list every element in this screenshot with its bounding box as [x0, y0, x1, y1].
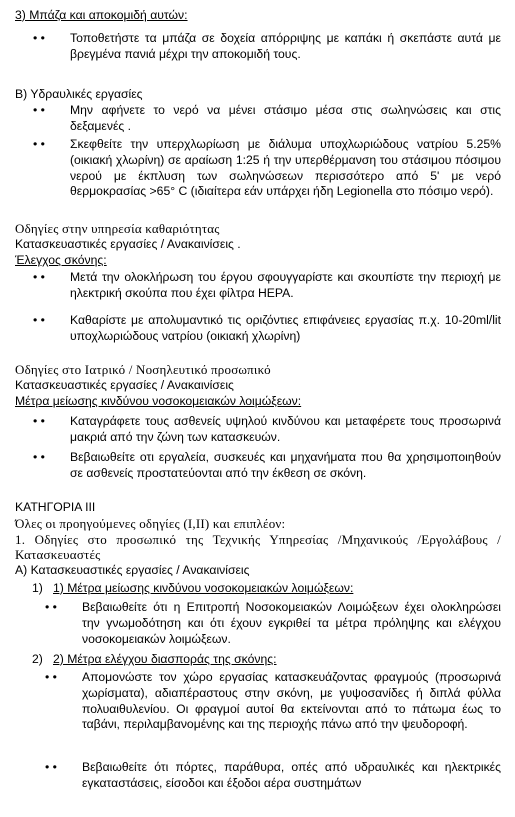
- list-item-text: Μετά την ολοκλήρωση του έργου σφουγγαρίστε και σκουπίστε την περιοχή με ηλεκτρική σκούπα που έχει φίλτρα HEPA.: [70, 270, 501, 300]
- medical-section: [15, 362, 501, 409]
- section-heading: 3) Μπάζα και αποκομιδή αυτών:: [15, 8, 188, 22]
- section-heading: Οδηγίες στην υπηρεσία καθαριότητας: [15, 221, 220, 236]
- subsection-heading: Έλεγχος σκόνης:: [15, 252, 107, 267]
- list-item: [15, 270, 501, 302]
- section-subheading: Α) Κατασκευαστικές εργασίες / Ανακαινίσεις: [15, 563, 250, 578]
- numbered-item-heading: 2) Μέτρα ελέγχου διασποράς της σκόνης:: [53, 652, 277, 666]
- bullet-icon: • •: [33, 414, 45, 428]
- section-3: [15, 8, 501, 24]
- category-3-section: [15, 500, 501, 579]
- list-item-text: Βεβαιωθείτε ότι πόρτες, παράθυρα, οπές από υδραυλικές και ηλεκτρικές εγκαταστάσεις, είσοδοι και έξοδοι αέρα συστημάτων: [82, 760, 501, 790]
- category-title: ΚΑΤΗΓΟΡΙΑ III: [15, 500, 96, 514]
- list-item-text: Σκεφθείτε την υπερχλωρίωση με διάλυμα υποχλωριώδους νατρίου 5.25% (οικιακή χλωρίνη) σε αραίωση 1:25 ή την υπερθέρμανση του στάσιμου πόσιμου νερού με έκπλυση των σωληνώσεων περισσότερο από 5' με νερό θερμοκρασίας >65° C (ιδιαίτερα εάν υπάρχει ήδη Legionella στο πόσιμο νερό).: [70, 137, 501, 199]
- list-item-text: Απομονώστε τον χώρο εργασίας κατασκευάζοντας φραγμούς (προσωρινά χωρίσματα), αδιαπέραστους στην σκόνη, με γυψοσανίδες ή διπλά φύλλα πολυαιθυλενίου. Οι φραγμοί αυτοί θα εκτείνονται από το πάτωμα έως το ταβάνι, περιλαμβανομένης και της περιοχής πάνω από την ψευδοροφή.: [82, 670, 501, 732]
- item-number: 1): [32, 581, 43, 595]
- list-item-text: Βεβαιωθείτε ότι η Επιτροπή Νοσοκομειακών Λοιμώξεων έχει ολοκληρώσει την γνωμοδότηση και ότι έχουν εγκριθεί τα μέτρα πρόληψης και ελέγχου νοσοκομειακών λοιμώξεων.: [82, 600, 501, 646]
- list-item: [15, 670, 501, 733]
- numbered-item: [15, 652, 501, 668]
- list-item: [15, 450, 501, 482]
- list-item-text: Καθαρίστε με απολυμαντικό τις οριζόντιες επιφάνειες εργασίας π.χ. 10-20ml/lit υποχλωριώδους νατρίου (οικιακή χλωρίνη): [70, 313, 501, 343]
- bullet-icon: • •: [33, 313, 45, 327]
- bullet-icon: • •: [33, 103, 45, 117]
- list-item-text: Τοποθετήστε τα μπάζα σε δοχεία απόρριψης με καπάκι ή σκεπάστε αυτά με βρεγμένα πανιά μέχρι την αποκομιδή τους.: [70, 31, 501, 61]
- list-item: [15, 31, 501, 63]
- bullet-icon: • •: [45, 670, 57, 684]
- numbered-item-heading: 1) Μέτρα μείωσης κινδύνου νοσοκομειακών λοιμώξεων:: [53, 581, 354, 595]
- section-heading: Οδηγίες στο Ιατρικό / Νοσηλευτικό προσωπικό: [15, 362, 271, 377]
- list-item-text: Καταγράφετε τους ασθενείς υψηλού κινδύνου και μεταφέρετε τους προσωρινά μακριά από την ζώνη των κατασκευών.: [70, 414, 501, 444]
- bullet-icon: • •: [33, 137, 45, 151]
- list-item: [15, 414, 501, 446]
- numbered-item: [15, 581, 501, 597]
- list-item: [15, 600, 501, 647]
- list-item-text: Μην αφήνετε το νερό να μένει στάσιμο μέσα στις σωληνώσεις και στις δεξαμενές .: [70, 103, 501, 133]
- section-subheading: Κατασκευαστικές εργασίες / Ανακαινίσεις .: [15, 236, 241, 251]
- bullet-icon: • •: [33, 450, 45, 464]
- item-number: 2): [32, 652, 43, 666]
- bullet-icon: • •: [33, 270, 45, 284]
- section-subheading: Κατασκευαστικές εργασίες / Ανακαινίσεις: [15, 377, 234, 392]
- list-item: [15, 103, 501, 135]
- list-item-text: Βεβαιωθείτε οτι εργαλεία, συσκευές και μηχανήματα που θα χρησιμοποιηθούν σε ασθενείς προστατεύονται από την έκθεση σε σκόνη.: [70, 450, 501, 480]
- list-item: [15, 313, 501, 345]
- bullet-icon: • •: [45, 600, 57, 614]
- section-b: [15, 87, 501, 103]
- section-heading: Β) Υδραυλικές εργασίες: [15, 87, 143, 101]
- subsection-heading: Μέτρα μείωσης κινδύνου νοσοκομειακών λοιμώξεων:: [15, 393, 302, 408]
- cleaning-section: [15, 221, 501, 268]
- list-item: [15, 760, 501, 792]
- category-subheading: 1. Οδηγίες στο προσωπικό της Τεχνικής Υπηρεσίας /Μηχανικούς /Εργολάβους /Κατασκευαστές: [15, 531, 501, 563]
- bullet-icon: • •: [33, 31, 45, 45]
- list-item: [15, 137, 501, 200]
- bullet-icon: • •: [45, 760, 57, 774]
- category-intro: Όλες οι προηγούμενες οδηγίες (I,II) και επιπλέον:: [15, 515, 286, 531]
